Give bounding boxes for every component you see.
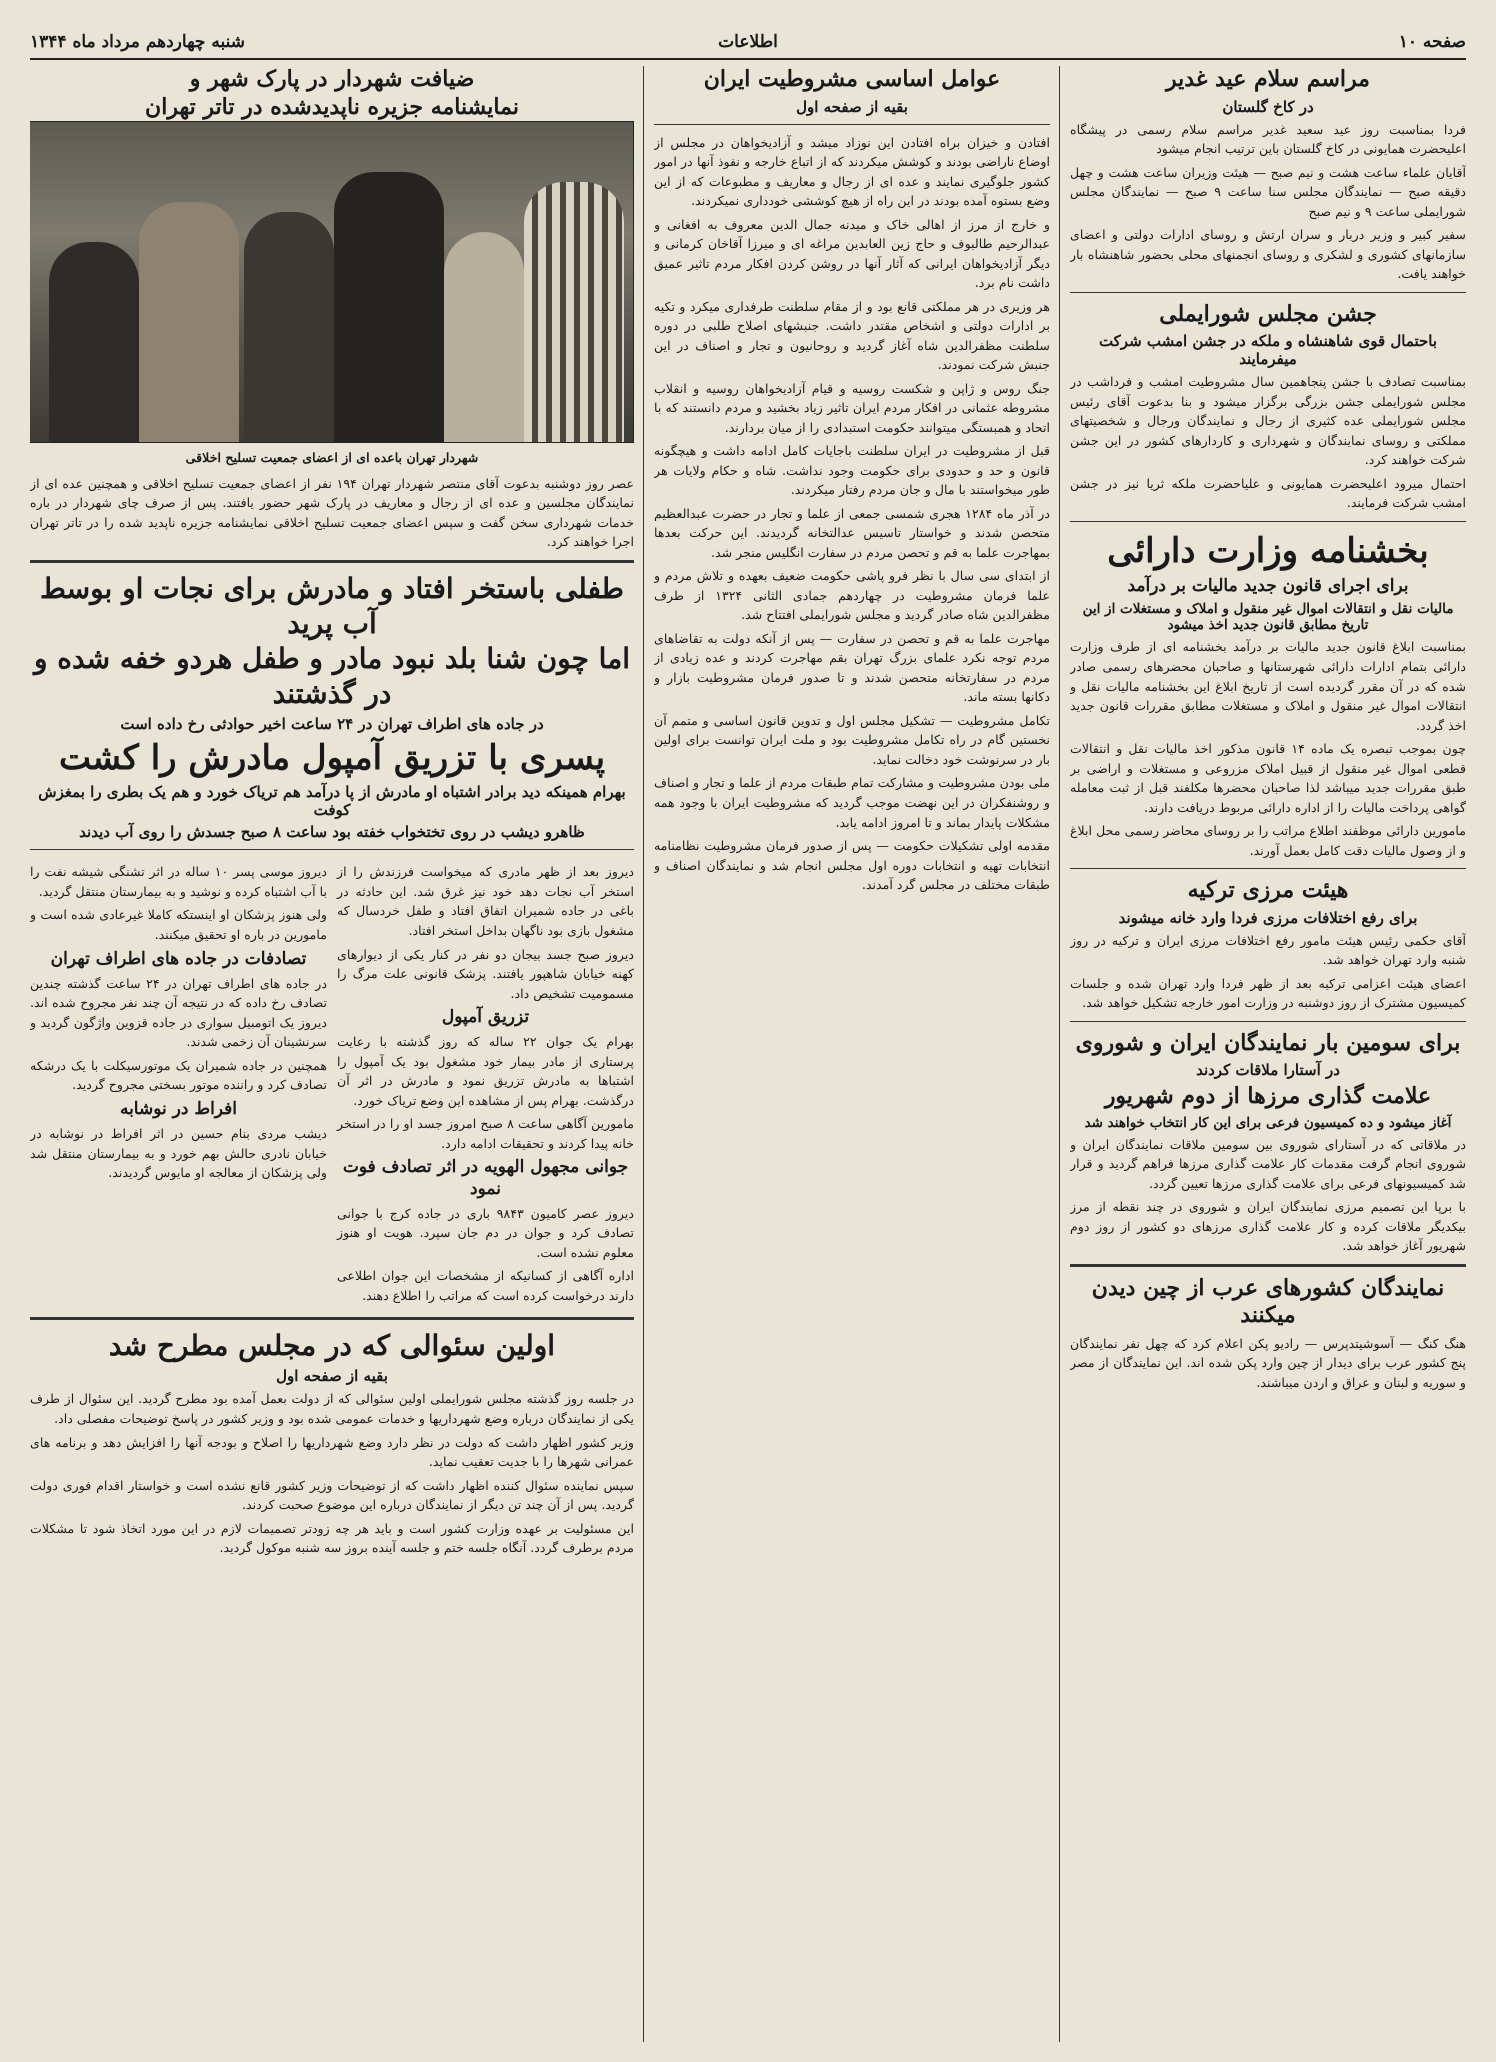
- photo-figure: [49, 242, 139, 442]
- mashrutiyat-paragraph: جنگ روس و ژاپن و شکست روسیه و قیام آزادیخواهان روسیه و انقلاب مشروطه عثمانی در افکار مردم ایران تاثیر زیاد بخشید و مردم دانستند که با اتحاد و همبستگی میتوانند حکومت استبدادی را از میان بردارند.: [654, 380, 1050, 435]
- news-paragraph: مامورین آگاهی ساعت ۸ صبح امروز جسد او را در استخر خانه پیدا کردند و تحقیقات ادامه دارد.: [337, 1116, 634, 1151]
- photo-figure: [334, 172, 444, 442]
- arab-paragraph: هنگ کنگ — آسوشیتدپرس — رادیو پکن اعلام کرد که چهل نفر نمایندگان پنج کشور عرب برای دیدار از چین وارد پکن شده اند. این نمایندگان از مصر و سوریه و لبنان و عراق و اردن میباشند.: [1070, 1335, 1466, 1390]
- photo-paragraph: عصر روز دوشنبه بدعوت آقای منتصر شهردار تهران ۱۹۴ نفر از اعضای جمعیت تسلیح اخلاقی و همچنین عده ای از نمایندگان مجلسین و عده ای از رجال و معاریف در پارک شهر حضور یافتند. پس از صرف چای شهردار در باره خدمات شهرداری سخن گفت و سپس اعضای جمعیت تسلیح اخلاقی نمایشنامه جزیره ناپدید شده را در تاتر تهران اجرا خواهند کرد.: [30, 475, 634, 550]
- majlis-subhead: باحتمال قوی شاهنشاه و ملکه در جشن امشب شرکت میفرمایند: [1098, 332, 1438, 369]
- ghadir-paragraph: فردا بمناسبت روز عید سعید غدیر مراسم سلام رسمی در پیشگاه اعلیحضرت همایونی در کاخ گلستان باین ترتیب انجام میشود: [1070, 121, 1466, 157]
- divider: [30, 849, 634, 850]
- drink-subhead: افراط در نوشابه: [119, 1098, 238, 1119]
- photo-headline-1: ضیافت شهردار در پارک شهر و: [189, 66, 475, 92]
- mashrutiyat-paragraph: مهاجرت علما به قم و تحصن در سفارت — پس از آنکه دولت به تقاضاهای مردم توجه نکرد علمای بزرگ تهران بقم مهاجرت کردند و عده زیادی از مردم در سفارتخانه متحصن شدند و تا صدور فرمان مشروطیت بازار و دکانها بسته ماند.: [654, 630, 1050, 705]
- news-paragraph: بهرام یک جوان ۲۲ ساله که روز گذشته با رعایت پرستاری از مادر بیمار خود مشغول بود یک آمپول را اشتباها به مادرش تزریق نمود و مادرش در اثر آن درگذشت. بهرام پس از مشاهده این وضع تریاک خورد.: [337, 1034, 634, 1108]
- ampoule-headline: پسری با تزریق آمپول مادرش را کشت: [58, 737, 606, 778]
- column-rule: [643, 66, 644, 2042]
- ampoule-subhead: بهرام همینکه دید برادر اشتباه او مادرش از پا درآمد هم تریاک خورد و هم یک بطری را بمغزش کوفت: [38, 783, 626, 820]
- ghadir-paragraph: سفیر کبیر و وزیر دربار و سران ارتش و روسای ادارات دولتی و اعضای سازمانهای کشوری و لشکری و روسای انجمنهای محلی بحضور شاهنشاه بار خواهند یافت.: [1070, 227, 1466, 282]
- turkey-paragraph: آقای حکمی رئیس هیئت مامور رفع اختلافات مرزی ایران و ترکیه در روز شنبه وارد تهران خواهد شد.: [1070, 932, 1466, 968]
- question-subhead: بقیه از صفحه اول: [276, 1367, 388, 1386]
- page-number: صفحه ۱۰: [1398, 32, 1466, 52]
- turkey-paragraph: اعضای هیئت اعزامی ترکیه بعد از ظهر فردا وارد تهران شده و جلسات کمیسیون مشترک از روز دوشنبه در وزارت امور خارجه تشکیل خواهد شد.: [1070, 975, 1466, 1011]
- photo-figure: [244, 212, 334, 442]
- bakhshnameh-paragraph: مامورین دارائی موظفند اطلاع مراتب را بر روسای محاضر رسمی محل ابلاغ و از وصول مالیات دقت کامل بعمل آورند.: [1070, 823, 1466, 858]
- ghadir-headline: مراسم سلام عید غدیر: [1166, 66, 1370, 92]
- child-subhead: در جاده های اطراف تهران در ۲۴ ساعت اخیر حوادثی رخ داده است: [120, 714, 544, 733]
- turkey-subhead: برای رفع اختلافات مرزی فردا وارد خانه میشوند: [1118, 908, 1418, 927]
- arab-headline: نمایندگان کشورهای عرب از چین دیدن میکنند: [1091, 1274, 1445, 1329]
- divider: [1070, 1264, 1466, 1267]
- border-subhead: در آستارا ملاقات کردند: [1196, 1061, 1340, 1080]
- news-paragraph: ولی هنوز پزشکان او اینستکه کاملا غیرعادی شده است و مامورین در باره او تحقیق میکنند.: [30, 907, 327, 942]
- question-paragraph: وزیر کشور اظهار داشت که دولت در نظر دارد وضع شهرداریها را اصلاح و بودجه آنها را افزایش دهد و برنامه های عمرانی شهرها را با جدیت تعقیب نماید.: [30, 1434, 634, 1470]
- majlis-headline: جشن مجلس شورایملی: [1159, 300, 1377, 327]
- divider: [30, 560, 634, 563]
- mashrutiyat-headline: عوامل اساسی مشروطیت ایران: [703, 66, 1001, 92]
- car-subhead: جوانی مجهول الهویه در اثر تصادف فوت نمود: [342, 1157, 629, 1199]
- mashrutiyat-paragraph: ملی بودن مشروطیت و مشارکت تمام طبقات مردم از علما و تجار و اصناف و روشنفکران در این نهضت موجب گردید که مشروطیت ایران با وجود همه مشکلات پایدار بماند و تا امروز ادامه یابد.: [654, 775, 1050, 830]
- turkey-headline: هیئت مرزی ترکیه: [1187, 877, 1349, 904]
- border-subhead-3: آغاز میشود و ده کمیسیون فرعی برای این کار انتخاب خواهند شد: [1084, 1114, 1452, 1131]
- divider: [1070, 868, 1466, 869]
- news-subcolumn: [30, 858, 327, 1309]
- border-headline: برای سومین بار نمایندگان ایران و شوروی: [1075, 1029, 1461, 1056]
- middle-column: [654, 66, 1050, 2042]
- mashrutiyat-paragraph: تکامل مشروطیت — تشکیل مجلس اول و تدوین قانون اساسی و متمم آن نخستین گام در راه تکامل مشروطیت بود و ملت ایران توانست برای اولین بار در سرنوشت خود دخالت نماید.: [654, 712, 1050, 767]
- ghadir-subhead: در کاخ گلستان: [1222, 97, 1314, 116]
- photo-figure: [524, 182, 624, 442]
- mashrutiyat-paragraph: هر وزیری در هر مملکتی قانع بود و از مقام سلطنت طرفداری میکرد و تکیه بر ادارات دولتی و اشخاص مقتدر داشت. جنبشهای اصلاح طلبی در دوره سلطنت مظفرالدین شاه آغاز گردید و روحانیون و تجار و اصناف در این جنبش شرکت نمودند.: [654, 298, 1050, 373]
- news-photo: [30, 121, 634, 443]
- news-paragraph: دیروز بعد از ظهر مادری که میخواست فرزندش را از استخر آب نجات دهد خود نیز غرق شد. این حادثه در باغی در جاده شمیران اتفاق افتاد و طفل خردسال که مشغول بازی بود ناگهان بداخل استخر افتاد.: [337, 864, 634, 938]
- question-paragraph: سپس نماینده سئوال کننده اظهار داشت که از توضیحات وزیر کشور قانع نشده است و خواستار اقدام فوری دولت گردید. پس از آن چند تن دیگر از نمایندگان درباره این موضوع صحبت کردند.: [30, 1477, 634, 1513]
- mashrutiyat-paragraph: در آذر ماه ۱۲۸۴ هجری شمسی جمعی از علما و تجار در حضرت عبدالعظیم متحصن شدند و خواستار تاسیس عدالتخانه گردیدند. این حرکت بعدها بمهاجرت علما به قم و تحصن مردم در سفارت انگلیس منجر شد.: [654, 505, 1050, 560]
- divider: [30, 1317, 634, 1320]
- bakhshnameh-headline: بخشنامه وزارت دارائی: [1107, 530, 1429, 571]
- news-paragraph: دیشب مردی بنام حسین در اثر افراط در نوشابه در خیابان نادری حالش بهم خورد و به بیمارستان منتقل شد ولی پزشکان از معالجه او مایوس گردیدند.: [30, 1126, 327, 1181]
- news-subcolumn: [337, 858, 634, 1309]
- mashrutiyat-paragraph: افتادن و خیزان براه افتادن این نوزاد میشد و آزادیخواهان در مجلس از اوضاع ناراضی بودند و کوشش میکردند که از اتباع خارجه و نفوذ آنها در امور کشور جلوگیری نمایند و عده ای از رجال و معاریف و مطبوعات که از این وضع بستوه آمده بودند در این راه از هیچ کوششی خودداری نمیکردند.: [654, 134, 1050, 209]
- majlis-paragraph: بمناسبت تصادف با جشن پنجاهمین سال مشروطیت امشب و فرداشب در مجلس شورایملی جشن بزرگی برگزار میشود و بنا بدعوت آقای رئیس مجلس شورایملی عده کثیری از رجال و نمایندگان ورجال و شخصیتهای مملکتی و روسای نمایندگان و شهرداری و کاردارهای کشور در این جشن شرکت خواهند کرد.: [1070, 374, 1466, 468]
- mashrutiyat-paragraph: و خارج از مرز از اهالی خاک و میدنه جمال الدین معروف به افغانی و عبدالرحیم طالبوف و حاج زین العابدین مراغه ای و میرزا آقاخان کرمانی و دیگر آزادیخواهان ایرانی که آثار آنها در روشن کردن افکار مردم تاثیر عمیق داشت نام برد.: [654, 216, 1050, 291]
- bakhshnameh-paragraph: بمناسبت ابلاغ قانون جدید مالیات بر درآمد بخشنامه ای از طرف وزارت دارائی بتمام ادارات دارائی شهرستانها و صاحبان محضرهای رسمی صادر شده که در آن مقرر گردیده است از تاریخ ابلاغ این بخشنامه مالیات نقل و انتقالات اموال غیر منقول و املاک و مستغلات مطابق مقررات قانون جدید اخذ گردد.: [1070, 639, 1466, 733]
- mashrutiyat-subhead: بقیه از صفحه اول: [796, 97, 908, 116]
- issue-date: شنبه چهاردهم مرداد ماه ۱۳۴۴: [30, 32, 245, 52]
- question-headline: اولین سئوالی که در مجلس مطرح شد: [108, 1329, 556, 1363]
- news-paragraph: دیروز موسی پسر ۱۰ ساله در اثر تشنگی شیشه نفت را با آب اشتباه کرده و نوشید و به بیمارستان منتقل گردید.: [30, 864, 327, 899]
- divider: [654, 124, 1050, 125]
- right-column: [1070, 66, 1466, 2042]
- photo-headline-2: نمایشنامه جزیره ناپدیدشده در تاتر تهران: [145, 93, 519, 120]
- divider: [1070, 1021, 1466, 1022]
- ampoule-subhead-2: ظاهرو دیشب در روی تختخواب خفته بود ساعت ۸ صبح جسدش را روی آب دیدند: [79, 823, 585, 842]
- question-paragraph: این مسئولیت بر عهده وزارت کشور است و باید هر چه زودتر تصمیمات لازم در این مورد اتخاذ شود تا مشکلات مردم برطرف گردد. آنگاه جلسه ختم و جلسه آینده بروز سه شنبه موکول گردید.: [30, 1520, 634, 1556]
- news-paragraph: در جاده های اطراف تهران در ۲۴ ساعت گذشته چندین تصادف رخ داده که در نتیجه آن چند نفر مجروح شده اند. دیروز یک اتومبیل سواری در جاده قزوین واژگون گردید و سرنشینان آن زخمی شدند.: [30, 975, 327, 1050]
- mashrutiyat-paragraph: از ابتدای سی سال با نظر فرو پاشی حکومت ضعیف بعهده و تلاش مردم و علما فرمان مشروطیت در چهاردهم جمادی الثانی ۱۳۲۴ از طرف مظفرالدین شاه صادر گردید و مجلس شورایملی افتتاح شد.: [654, 568, 1050, 623]
- photo-figure: [139, 202, 239, 442]
- news-columns: [30, 858, 634, 1309]
- injection-subhead: تزریق آمپول: [441, 1007, 530, 1028]
- mashrutiyat-paragraph: مقدمه اولی تشکیلات حکومت — پس از صدور فرمان مشروطیت نظامنامه انتخابات تهیه و انتخابات دوره اول مجلس انجام شد و نمایندگان اصناف و طبقات مختلف در مجلس گرد آمدند.: [654, 838, 1050, 893]
- newspaper-name: اطلاعات: [718, 32, 778, 52]
- news-paragraph: دیروز عصر کامیون ۹۸۴۳ باری در جاده کرج با جوانی تصادف کرد و جوان در دم جان سپرد. هویت او هنوز معلوم نشده است.: [337, 1205, 634, 1260]
- majlis-paragraph: احتمال میرود اعلیحضرت همایونی و علیاحضرت ملکه ثریا نیز در جشن امشب شرکت فرمایند.: [1070, 475, 1466, 511]
- masthead: [30, 32, 1466, 60]
- border-paragraph: در ملاقاتی که در آستارای شوروی بین سومین ملاقات نمایندگان ایران و شوروی انجام گرفت مقدمات کار علامت گذاری مرزها فراهم گردید و قرار شد کمیسیونهای فرعی برای علامت گذاری مرزها تعیین گردد.: [1070, 1136, 1466, 1191]
- border-subhead-2: علامت گذاری مرزها از دوم شهریور: [1104, 1083, 1432, 1110]
- question-paragraph: در جلسه روز گذشته مجلس شورایملی اولین سئوالی که از دولت بعمل آمده بود مطرح گردید. این سئوال از طرف یکی از نمایندگان درباره وضع شهرداریها و خدمات عمومی شده بود و وزیر کشور در پاسخ توضیحات مفصلی داد.: [30, 1391, 634, 1426]
- child-headline-1: طفلی باستخر افتاد و مادرش برای نجات او بوسط آب پرید: [40, 571, 624, 640]
- child-headline-2: اما چون شنا بلد نبود مادر و طفل هردو خفه شده و در گذشتند: [34, 641, 630, 710]
- accidents-subhead: تصادفات در جاده های اطراف تهران: [50, 948, 307, 969]
- news-paragraph: همچنین در جاده شمیران یک موتورسیکلت با یک درشکه تصادف کرد و راننده موتور بسختی مجروح گردید.: [30, 1057, 327, 1093]
- divider: [1070, 292, 1466, 293]
- news-paragraph: اداره آگاهی از کسانیکه از مشخصات این جوان اطلاعی دارند درخواست کرده است که مراتب را اطلاع دهند.: [337, 1268, 634, 1303]
- left-column: [30, 66, 634, 2042]
- divider: [1070, 521, 1466, 522]
- bakhshnameh-subhead-2: مالیات نقل و انتقالات اموال غیر منقول و املاک و مستغلات از این تاریخ مطابق قانون جدید اخذ میشود: [1082, 601, 1454, 634]
- photo-figure: [444, 232, 524, 442]
- photo-caption: شهردار تهران باعده ای از اعضای جمعیت تسلیح اخلاقی: [185, 450, 479, 465]
- border-paragraph: با برپا این تصمیم مرزی نمایندگان ایران و شوروی در چند نقطه از مرز بیکدیگر ملاقات کرده و کار علامت گذاری مرزهای دو کشور از روز دوم شهریور آغاز خواهد شد.: [1070, 1199, 1466, 1254]
- bakhshnameh-paragraph: چون بموجب تبصره یک ماده ۱۴ قانون مذکور اخذ مالیات نقل و انتقالات قطعی اموال غیر منقول از قبیل املاک مزروعی و مستغلات و اراضی بر طبق مقررات جدید میباشد لذا صاحبان محضرها مکلفند قبل از ثبت معامله گواهی پرداخت مالیات را از اداره دارائی مربوط دریافت دارند.: [1070, 741, 1466, 815]
- bakhshnameh-subhead: برای اجرای قانون جدید مالیات بر درآمد: [1127, 576, 1409, 597]
- column-rule: [1059, 66, 1060, 2042]
- ghadir-paragraph: آقایان علماء ساعت هشت و نیم صبح — هیئت وزیران ساعت هشت و چهل دقیقه صبح — نمایندگان مجلس سنا ساعت ۹ صبح — نمایندگان مجلس شورایملی ساعت ۹ و نیم صبح: [1070, 164, 1466, 219]
- news-paragraph: دیروز صبح جسد بیجان دو نفر در کنار یکی از دیوارهای کهنه خیابان شاهپور یافتند. پزشک قانونی علت مرگ را مسمومیت تشخیص داد.: [337, 946, 634, 1001]
- mashrutiyat-paragraph: قبل از مشروطیت در ایران سلطنت باجایات کامل ادامه داشت و هیچگونه قانون و حد و حدودی برای حکومت وجود نداشت. شاه و حکام ولایات هر طور میخواستند با مال و جان مردم رفتار میکردند.: [654, 443, 1050, 498]
